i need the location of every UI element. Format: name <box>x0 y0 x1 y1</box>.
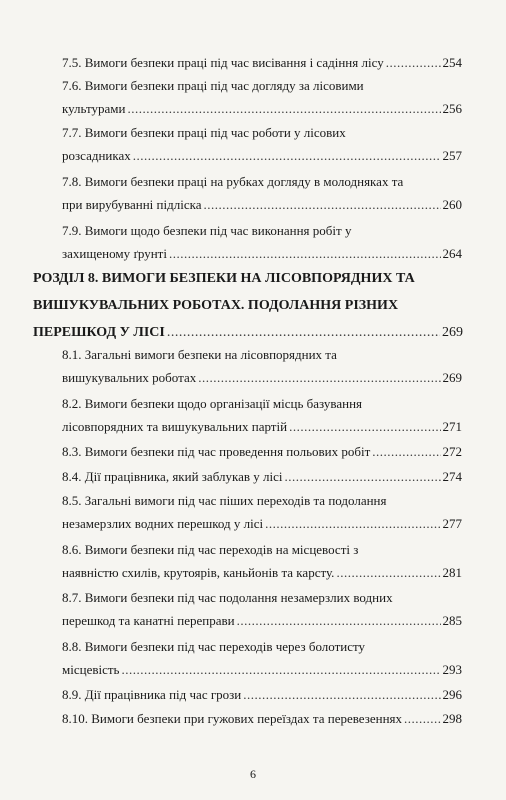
toc-entry-text: місцевість <box>62 662 120 677</box>
toc-entry-text: 7.5. Вимоги безпеки праці під час висівання і садіння лісу <box>62 55 384 70</box>
toc-page-number: 264 <box>442 246 462 261</box>
toc-page-number: 257 <box>442 148 462 163</box>
toc-page-number: 256 <box>442 101 462 116</box>
toc-entry <box>62 538 462 584</box>
toc-entry-text: 8.4. Дії працівника, який заблукав у лісі <box>62 469 283 484</box>
toc-page-number: 296 <box>442 687 462 702</box>
dot-leader <box>198 366 440 389</box>
toc-entry-text: 8.6. Вимоги безпеки під час переходів на місцевості з <box>62 542 359 557</box>
toc-entry-text: 8.10. Вимоги безпеки при гужових переїздах та перевезеннях <box>62 711 403 726</box>
toc-entry-text: лісовпорядних та вишукувальних партій <box>62 419 288 434</box>
dot-leader <box>169 242 441 265</box>
dot-leader <box>127 97 440 120</box>
toc-entry <box>62 219 462 265</box>
toc-page-number: 293 <box>442 662 462 677</box>
chapter-heading-text: ПЕРЕШКОД У ЛІСІ <box>33 325 165 340</box>
dot-leader <box>372 440 440 463</box>
toc-entry <box>62 489 462 535</box>
toc-entry-text: вишукувальних роботах <box>62 370 197 385</box>
toc-entry <box>62 635 462 681</box>
toc-entry-text: наявністю схилів, крутоярів, каньйонів та карсту. <box>62 565 335 580</box>
toc-entry-text: незамерзлих водних перешкод у лісі <box>62 516 264 531</box>
dot-leader <box>237 609 441 632</box>
dot-leader <box>336 561 440 584</box>
toc-page-number: 277 <box>442 516 462 531</box>
dot-leader <box>284 465 440 488</box>
toc-entry-text: 7.8. Вимоги безпеки праці на рубках догляду в молодняках та <box>62 174 404 189</box>
toc-page-number: 269 <box>442 370 462 385</box>
dot-leader <box>133 144 441 167</box>
toc-entry-text: перешкод та канатні переправи <box>62 613 235 628</box>
toc-entry-text: 8.3. Вимоги безпеки під час проведення польових робіт <box>62 444 371 459</box>
toc-entry-text: 7.9. Вимоги щодо безпеки під час виконання робіт у <box>62 223 352 238</box>
toc-page-number: 271 <box>442 419 462 434</box>
toc-page-number: 298 <box>442 711 462 726</box>
toc-entry-text: 7.6. Вимоги безпеки праці під час догляду за лісовими <box>62 78 364 93</box>
toc-entry-text: розсадниках <box>62 148 131 163</box>
toc-page-number: 285 <box>442 613 462 628</box>
toc-entry-text: 8.2. Вимоги безпеки щодо організації місць базування <box>62 396 363 411</box>
toc-page-number: 269 <box>442 325 463 340</box>
chapter-heading-text: РОЗДІЛ 8. ВИМОГИ БЕЗПЕКИ НА ЛІСОВПОРЯДНИХ ТА <box>33 271 415 286</box>
toc-entry-text: 8.1. Загальні вимоги безпеки на лісовпорядних та <box>62 347 337 362</box>
toc-entry-text: при вирубуванні підліска <box>62 197 202 212</box>
toc-page-number: 281 <box>442 565 462 580</box>
toc-entry <box>62 392 462 438</box>
dot-leader <box>289 415 440 438</box>
toc-entry <box>62 683 462 706</box>
toc-entry-text: 7.7. Вимоги безпеки праці під час роботи у лісових <box>62 125 346 140</box>
dot-leader <box>265 512 440 535</box>
toc-entry <box>62 51 462 74</box>
toc-entry-text: захищеному ґрунті <box>62 246 167 261</box>
toc-entry <box>62 707 462 730</box>
toc-entry <box>62 170 462 216</box>
toc-entry-text: 8.8. Вимоги безпеки під час переходів через болотисту <box>62 639 366 654</box>
toc-entry <box>62 74 462 120</box>
dot-leader <box>243 683 440 706</box>
chapter-heading-text: ВИШУКУВАЛЬНИХ РОБОТАХ. ПОДОЛАННЯ РІЗНИХ <box>33 298 399 313</box>
chapter-heading <box>33 265 463 346</box>
toc-page-number: 272 <box>442 444 462 459</box>
toc-entry-text: 8.7. Вимоги безпеки під час подолання незамерзлих водних <box>62 590 393 605</box>
toc-entry <box>62 343 462 389</box>
toc-entry-text: 8.9. Дії працівника під час грози <box>62 687 242 702</box>
dot-leader <box>204 193 441 216</box>
toc-entry <box>62 465 462 488</box>
dot-leader <box>404 707 440 730</box>
toc-page-number: 260 <box>442 197 462 212</box>
toc-page-number: 254 <box>442 55 462 70</box>
toc-entry-text: 8.5. Загальні вимоги під час піших переходів та подолання <box>62 493 387 508</box>
dot-leader <box>386 51 441 74</box>
toc-entry-text: культурами <box>62 101 126 116</box>
dot-leader <box>167 319 440 346</box>
page-number: 6 <box>250 767 256 781</box>
dot-leader <box>121 658 440 681</box>
toc-entry <box>62 586 462 632</box>
toc-page-number: 274 <box>442 469 462 484</box>
toc-entry <box>62 440 462 463</box>
toc-entry <box>62 121 462 167</box>
